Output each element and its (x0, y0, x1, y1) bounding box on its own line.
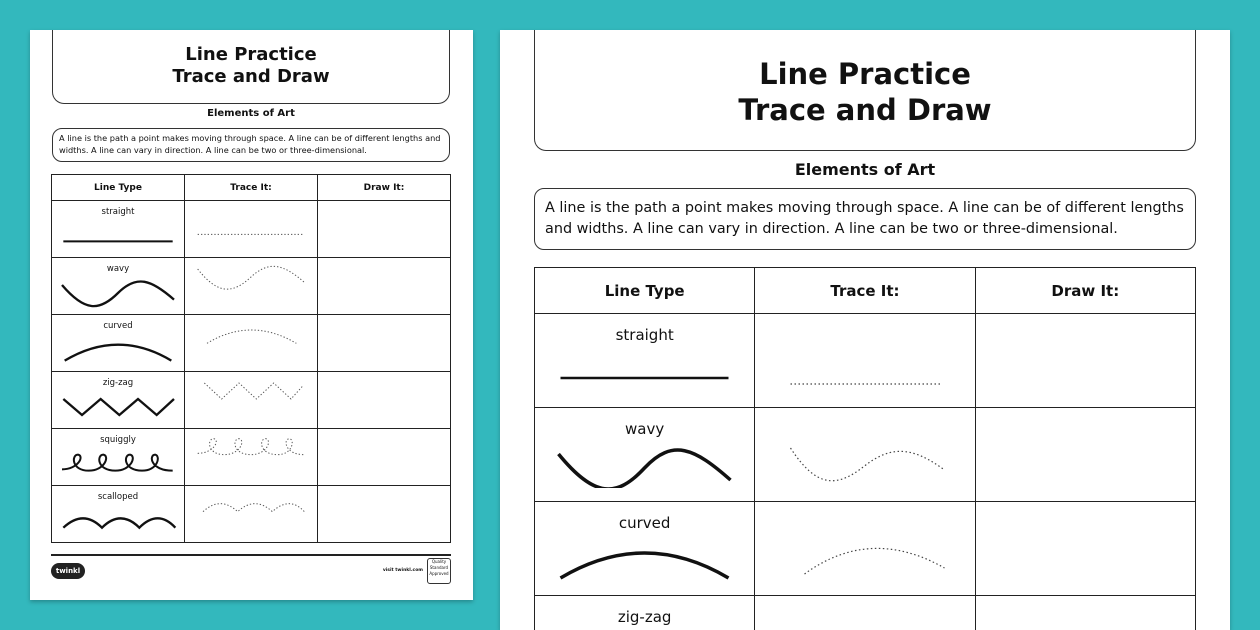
title-line-2: Trace and Draw (738, 93, 992, 127)
table-row (52, 258, 451, 315)
trace-cell (184, 201, 317, 258)
trace-cell (184, 486, 317, 543)
column-header-trace-it: Trace It: (184, 175, 317, 201)
squiggly-line-icon (58, 449, 178, 479)
trace-cell (755, 408, 975, 502)
trace-cell (184, 372, 317, 429)
line-type-cell (52, 315, 185, 372)
zigzag-line-trace (772, 606, 957, 630)
curved-line-trace (772, 512, 957, 584)
wavy-line-icon (58, 278, 178, 308)
curved-line-trace (191, 319, 311, 349)
title-box (52, 30, 450, 104)
wavy-line-trace (191, 262, 311, 292)
table-header-row (535, 268, 1196, 314)
table-row (52, 315, 451, 372)
table-row (52, 486, 451, 543)
worksheet-footer (51, 554, 451, 584)
subtitle: Elements of Art (794, 160, 936, 179)
table-header-row (52, 175, 451, 201)
scalloped-line-trace (191, 490, 311, 520)
draw-cell[interactable] (317, 315, 450, 372)
draw-cell[interactable] (975, 596, 1195, 630)
title-box (534, 30, 1196, 151)
draw-cell[interactable] (317, 372, 450, 429)
column-header-draw-it: Draw It: (317, 175, 450, 201)
column-header-draw-it: Draw It: (975, 268, 1195, 314)
draw-cell[interactable] (317, 486, 450, 543)
curved-line-icon (552, 542, 737, 582)
straight-line-icon (552, 354, 737, 394)
description-box: A line is the path a point makes moving through space. A line can be of different lengths and widths. A line can vary in direction. A line can be two or three-dimensional. (534, 188, 1196, 250)
line-type-cell (52, 372, 185, 429)
line-type-label: straight (615, 326, 674, 344)
scalloped-line-icon (58, 506, 178, 536)
straight-line-trace (191, 205, 311, 253)
draw-cell[interactable] (317, 429, 450, 486)
line-type-cell (52, 258, 185, 315)
zigzag-line-trace (191, 376, 311, 406)
twinkl-logo[interactable]: twinkl (51, 563, 85, 579)
trace-cell (755, 596, 975, 630)
line-type-cell (535, 596, 755, 630)
line-type-cell (52, 429, 185, 486)
table-row (535, 408, 1196, 502)
trace-cell (184, 315, 317, 372)
draw-cell[interactable] (975, 314, 1195, 408)
column-header-line-type: Line Type (52, 175, 185, 201)
line-type-label: scalloped (97, 492, 139, 502)
trace-cell (184, 429, 317, 486)
subtitle: Elements of Art (207, 108, 295, 119)
line-type-label: curved (103, 321, 133, 331)
line-type-cell (52, 486, 185, 543)
wavy-line-icon (552, 448, 737, 488)
column-header-trace-it: Trace It: (755, 268, 975, 314)
draw-cell[interactable] (317, 201, 450, 258)
trace-cell (755, 314, 975, 408)
line-type-cell (52, 201, 185, 258)
line-type-label: squiggly (100, 435, 136, 445)
column-header-line-type: Line Type (535, 268, 755, 314)
quality-badge-icon: Quality Standard Approved (427, 558, 451, 584)
line-type-label: curved (618, 514, 671, 532)
trace-cell (184, 258, 317, 315)
line-type-label: wavy (106, 264, 130, 274)
title-line-1: Line Practice (759, 57, 971, 91)
curved-line-icon (58, 335, 178, 365)
line-practice-table (534, 267, 1196, 630)
trace-cell (755, 502, 975, 596)
straight-line-trace (772, 324, 957, 404)
table-row (535, 502, 1196, 596)
description-box: A line is the path a point makes moving through space. A line can be of different lengths and widths. A line can vary in direction. A line can be two or three-dimensional. (52, 128, 450, 162)
title-line-1: Line Practice (185, 44, 317, 65)
squiggly-line-trace (191, 433, 311, 463)
line-type-cell (535, 408, 755, 502)
line-type-cell (535, 502, 755, 596)
line-type-label: straight (101, 207, 135, 217)
line-type-label: zig-zag (617, 608, 672, 626)
straight-line-icon (58, 221, 178, 251)
table-row (535, 314, 1196, 408)
wavy-line-trace (772, 418, 957, 490)
site-link[interactable]: visit twinkl.com (382, 568, 423, 573)
draw-cell[interactable] (975, 502, 1195, 596)
worksheet-thumbnail (30, 30, 473, 600)
table-row (52, 201, 451, 258)
table-row (52, 429, 451, 486)
zigzag-line-icon (58, 392, 178, 422)
line-type-label: wavy (625, 420, 665, 438)
worksheet-zoomed (500, 30, 1230, 630)
draw-cell[interactable] (975, 408, 1195, 502)
table-row (52, 372, 451, 429)
table-row (535, 596, 1196, 630)
line-type-cell (535, 314, 755, 408)
line-type-label: zig-zag (102, 378, 134, 388)
title-line-2: Trace and Draw (172, 66, 330, 87)
line-practice-table (51, 174, 451, 543)
draw-cell[interactable] (317, 258, 450, 315)
